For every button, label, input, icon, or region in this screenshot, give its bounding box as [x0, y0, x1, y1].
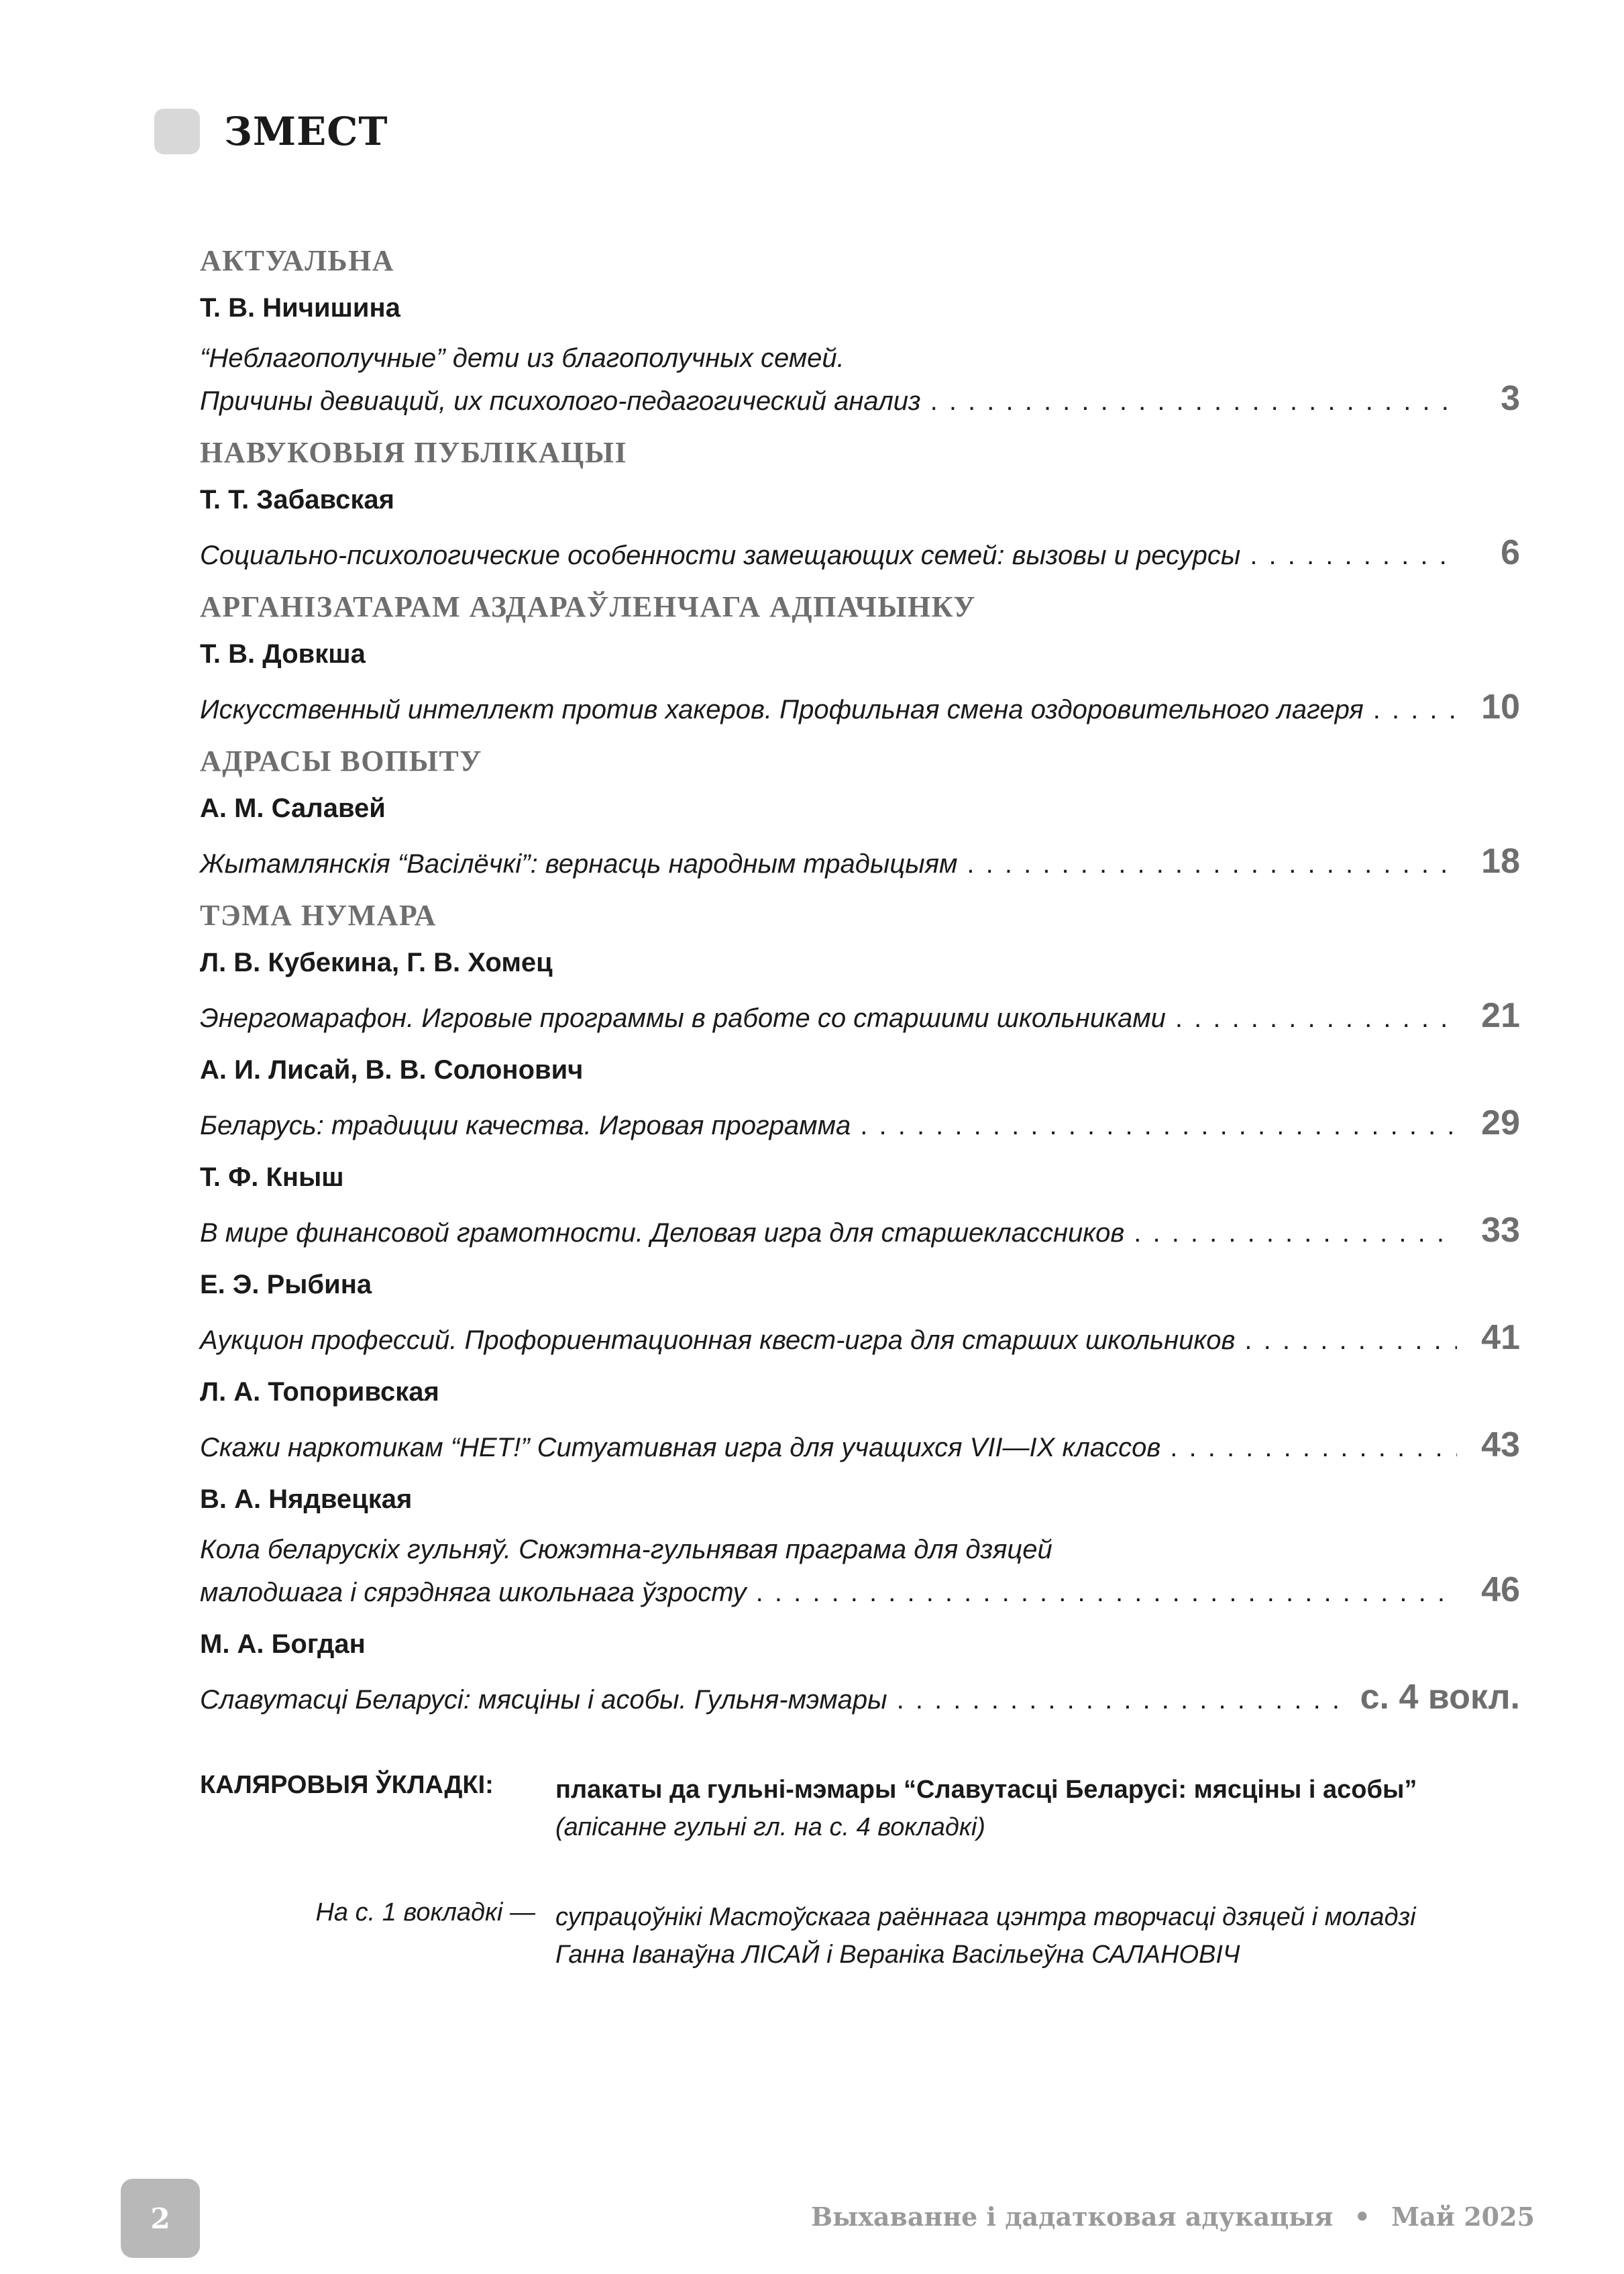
article-title-line: Аукцион профессий. Профориентационная квест-игра для старших школьников [200, 1325, 1236, 1355]
section-title: АДРАСЫ ВОПЫТУ [200, 745, 482, 777]
color-inserts-label: КАЛЯРОВЫЯ ЎКЛАДКІ: [200, 1771, 494, 1799]
dot-leader [897, 1678, 1351, 1721]
toc-entry-row [200, 531, 1520, 574]
cover-note-line: супрацоўнікі Мастоўскага раённага цэнтра творчасці дзяцей і моладзі [555, 1903, 1416, 1931]
toc-entry [200, 1316, 1520, 1359]
toc-entry-row [200, 840, 1520, 883]
article-title-line: Искусственный интеллект против хакеров. Профильная смена оздоровительного лагеря [200, 695, 1364, 724]
article-author: Л. В. Кубекина, Г. В. Хомец [200, 948, 553, 977]
dot-leader [860, 1104, 1457, 1147]
toc-entry [200, 531, 1520, 574]
toc-entry-row [200, 686, 1520, 728]
article-title-line: Скажи наркотикам “НЕТ!” Ситуативная игра для учащихся VII—IX классов [200, 1433, 1161, 1462]
article-author: А. И. Лисай, В. В. Солонович [200, 1055, 584, 1085]
article-title-line: Энергомарафон. Игровые программы в работе со старшими школьниками [200, 1004, 1166, 1033]
table-of-contents [200, 237, 1520, 1728]
color-inserts-description: плакаты да гульні-мэмары “Славутасці Беларусі: мясціны і асобы” [555, 1776, 1417, 1804]
article-title-line: Жытамлянскія “Васілёчкі”: вернасць народным традыцыям [200, 849, 958, 879]
dot-leader [1134, 1211, 1457, 1254]
section-title: ТЭМА НУМАРА [200, 899, 437, 932]
article-title-line: Славутасці Беларусі: мясціны і асобы. Гульня-мэмары [200, 1685, 887, 1715]
color-inserts-note: (апісанне гульні гл. на с. 4 вокладкі) [555, 1813, 985, 1841]
article-author: В. А. Нядвецкая [200, 1484, 413, 1514]
article-author: Т. Т. Забавская [200, 485, 394, 515]
toc-entry-row [200, 1101, 1520, 1144]
article-author: М. А. Богдан [200, 1629, 366, 1659]
toc-entry [200, 1423, 1520, 1466]
color-inserts [200, 1771, 1520, 1846]
article-title-line: “Неблагополучные” дети из благополучных семей. [200, 343, 845, 373]
toc-entry [200, 339, 1520, 420]
issue-date: Май 2025 [1391, 2202, 1535, 2232]
toc-entry-row [200, 377, 1520, 420]
page-reference: 6 [1501, 533, 1520, 572]
article-title-line: малодшага і сярэдняга школьнага ўзросту [200, 1578, 747, 1607]
page-reference: 18 [1481, 842, 1520, 881]
dot-leader [1170, 1426, 1457, 1469]
toc-entry [200, 1209, 1520, 1252]
page-header [154, 107, 388, 156]
dot-leader [1373, 688, 1457, 731]
toc-entry [200, 686, 1520, 728]
page-reference: 29 [1481, 1103, 1520, 1142]
toc-entry [200, 1676, 1520, 1719]
page-reference: 33 [1481, 1211, 1520, 1250]
page-number-badge [121, 2179, 200, 2258]
dot-leader [1250, 534, 1457, 577]
page-reference: 21 [1481, 996, 1520, 1035]
page-reference: 43 [1481, 1425, 1520, 1464]
article-title-line: Кола беларускіх гульняў. Сюжэтна-гульнявая праграма для дзяцей [200, 1535, 1052, 1564]
dot-leader [1244, 1319, 1457, 1362]
page-title: ЗМЕСТ [224, 109, 388, 154]
toc-entry-row [200, 1676, 1520, 1719]
toc-entry-row [200, 994, 1520, 1037]
dot-leader [930, 380, 1457, 423]
article-title-line: Беларусь: традиции качества. Игровая программа [200, 1111, 851, 1140]
page-reference: 41 [1481, 1318, 1520, 1357]
section-title: НАВУКОВЫЯ ПУБЛІКАЦЫІ [200, 436, 628, 469]
section-title: АКТУАЛЬНА [200, 244, 395, 277]
toc-entry-row [200, 1568, 1520, 1611]
page-reference: 10 [1481, 688, 1520, 726]
article-author: А. М. Салавей [200, 794, 386, 823]
article-author: Е. Э. Рыбина [200, 1270, 372, 1299]
cover-note [200, 1898, 1520, 1973]
cover-note-line: Ганна Іванаўна ЛІСАЙ і Вераніка Васільеўна САЛАНОВІЧ [555, 1941, 1240, 1969]
dot-leader [967, 843, 1457, 885]
toc-entry [200, 840, 1520, 883]
toc-entry [200, 994, 1520, 1037]
page-reference: с. 4 вокл. [1360, 1678, 1520, 1717]
footer-separator: • [1354, 2202, 1370, 2232]
article-title-line: Социально-психологические особенности замещающих семей: вызовы и ресурсы [200, 541, 1241, 570]
running-footer [811, 2202, 1535, 2232]
toc-entry [200, 1531, 1520, 1611]
article-author: Л. А. Топоривская [200, 1377, 439, 1407]
article-author: Т. В. Довкша [200, 639, 366, 669]
toc-entry-row [200, 1316, 1520, 1359]
header-marker [154, 109, 200, 154]
toc-entry-row [200, 1423, 1520, 1466]
toc-entry-row [200, 1209, 1520, 1252]
article-author: Т. В. Ничишина [200, 293, 400, 323]
article-title-line: Причины девиаций, их психолого-педагогический анализ [200, 386, 921, 416]
dot-leader [1175, 997, 1457, 1040]
section-title: АРГАНІЗАТАРАМ АЗДАРАЎЛЕНЧАГА АДПАЧЫНКУ [200, 590, 976, 623]
journal-name: Выхаванне і дадатковая адукацыя [811, 2202, 1334, 2232]
page-reference: 3 [1501, 379, 1520, 418]
dot-leader [756, 1571, 1457, 1614]
page-number: 2 [150, 2202, 170, 2235]
article-title-line: В мире финансовой грамотности. Деловая игра для старшеклассников [200, 1218, 1125, 1248]
toc-entry [200, 1101, 1520, 1144]
article-author: Т. Ф. Кныш [200, 1162, 344, 1192]
cover-note-label: На с. 1 вокладкі — [315, 1898, 535, 1927]
page-reference: 46 [1481, 1570, 1520, 1609]
